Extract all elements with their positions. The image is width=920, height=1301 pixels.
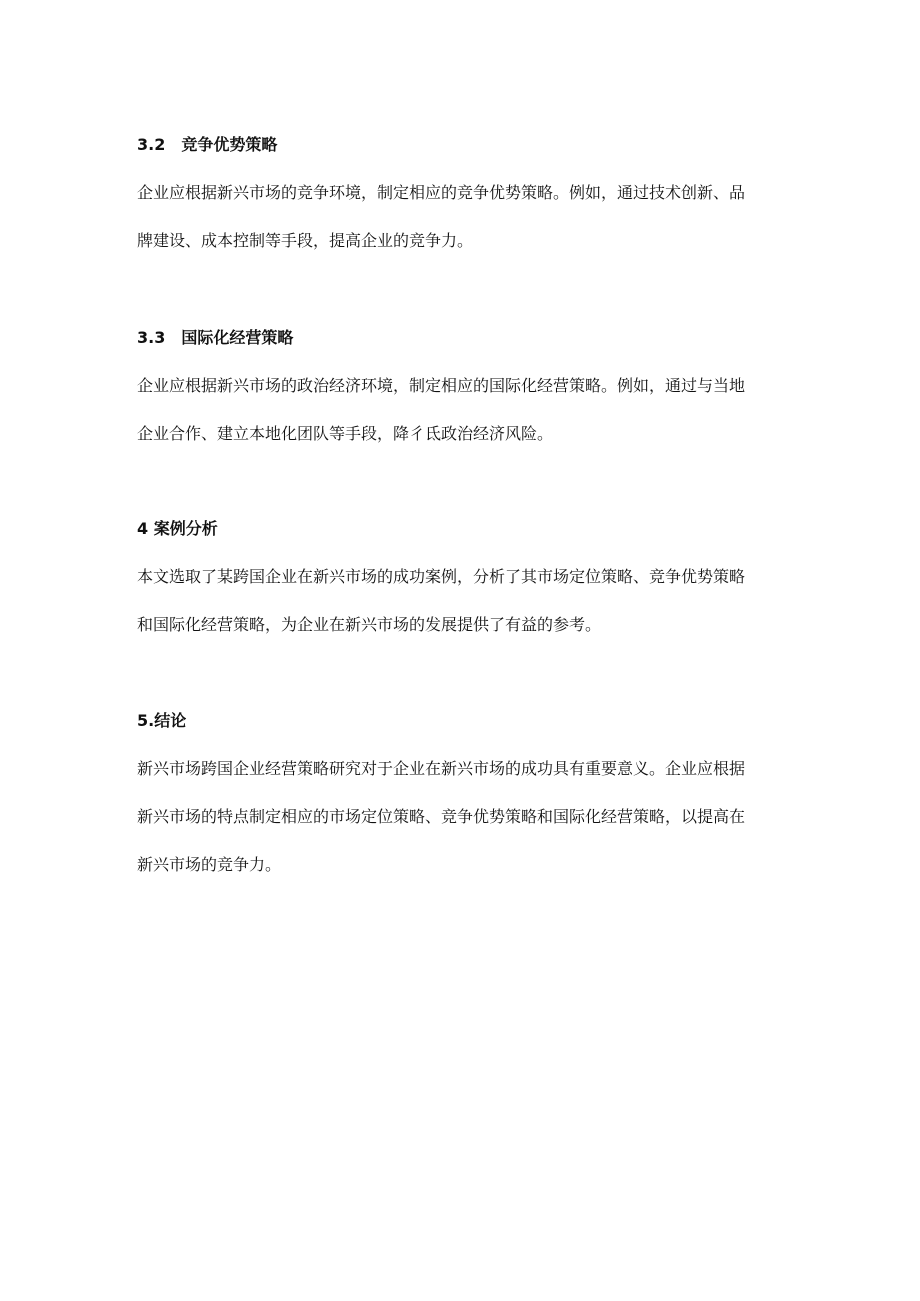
- section-title: 案例分析: [153, 519, 218, 538]
- paragraph-line: 和国际化经营策略，为企业在新兴市场的发展提供了有益的参考。: [137, 615, 602, 634]
- section-paragraph: [137, 362, 787, 458]
- paragraph-line: 牌建设、成本控制等手段，提高企业的竞争力。: [137, 231, 474, 250]
- section-title: 国际化经营策略: [181, 328, 294, 347]
- paragraph-line: 企业应根据新兴市场的政治经济环境，制定相应的国际化经营策略。例如，通过与当地: [137, 376, 746, 395]
- paragraph-line: 新兴市场的竞争力。: [137, 855, 282, 874]
- paragraph-line: 企业应根据新兴市场的竞争环境，制定相应的竞争优势策略。例如，通过技术创新、品: [137, 183, 746, 202]
- section-title: 竞争优势策略: [181, 135, 278, 154]
- section-paragraph: [137, 745, 787, 889]
- paragraph-line: 企业合作、建立本地化团队等手段，降彳氐政治经济风险。: [137, 424, 554, 443]
- section-heading: [137, 710, 787, 732]
- section-number: 5.: [137, 711, 155, 730]
- paragraph-line: 本文选取了某跨国企业在新兴市场的成功案例，分析了其市场定位策略、竞争优势策略: [137, 567, 746, 586]
- section-4: [137, 518, 787, 649]
- section-paragraph: [137, 553, 787, 649]
- section-number: 4: [137, 519, 154, 538]
- section-number: 3.2: [137, 135, 166, 154]
- section-heading: [137, 134, 787, 156]
- section-number: 3.3: [137, 328, 166, 347]
- section-heading: [137, 327, 787, 349]
- section-3-2: [137, 134, 787, 265]
- section-paragraph: [137, 169, 787, 265]
- paragraph-line: 新兴市场跨国企业经营策略研究对于企业在新兴市场的成功具有重要意义。企业应根据: [137, 759, 746, 778]
- section-heading: [137, 518, 787, 540]
- section-3-3: [137, 327, 787, 458]
- section-title: 结论: [154, 711, 187, 730]
- section-5: [137, 710, 787, 889]
- paragraph-line: 新兴市场的特点制定相应的市场定位策略、竞争优势策略和国际化经营策略，以提高在: [137, 807, 746, 826]
